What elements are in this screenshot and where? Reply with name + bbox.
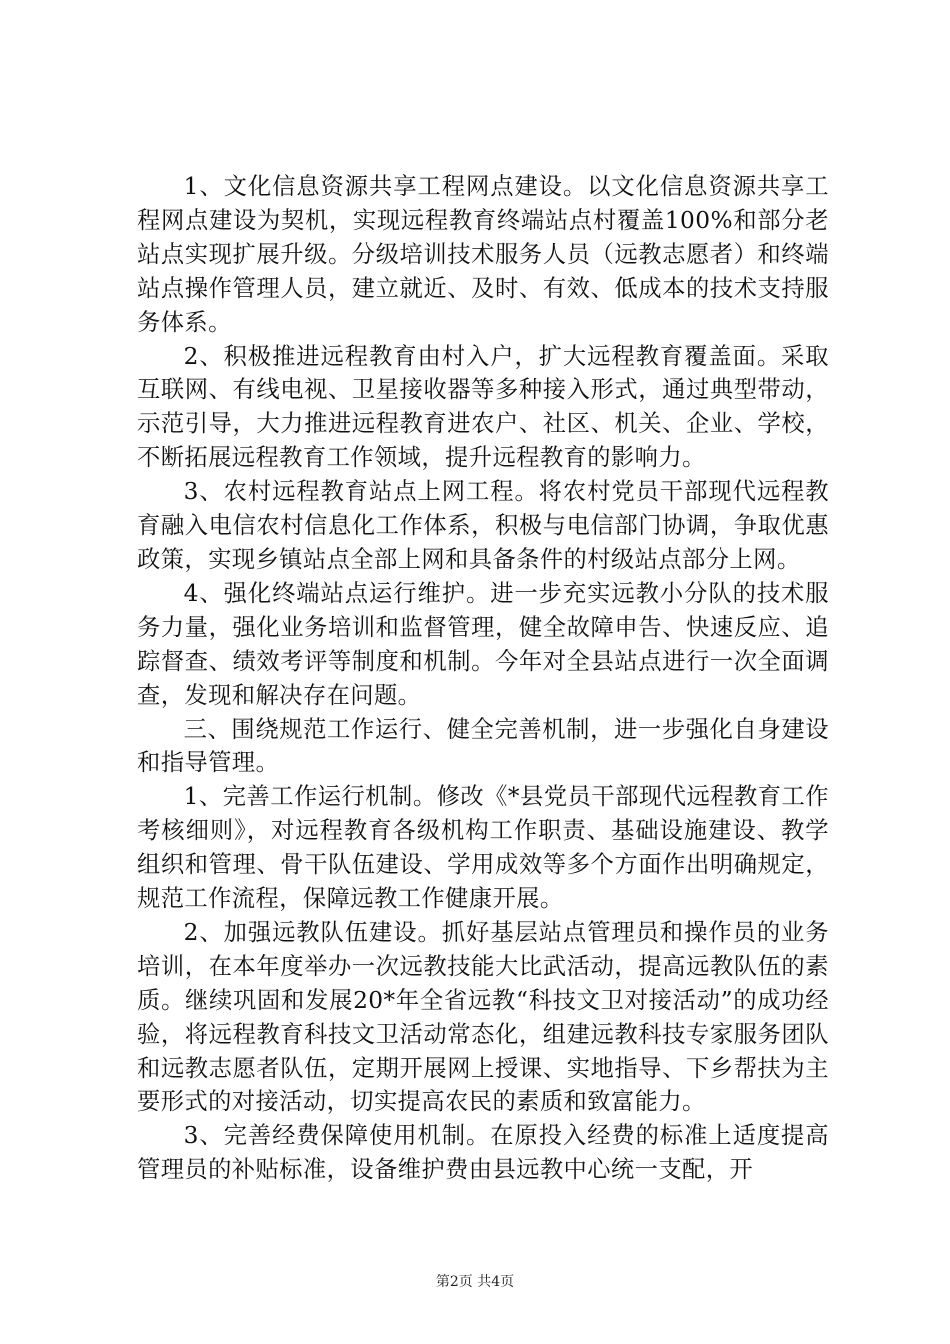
paragraph-2: 2、积极推进远程教育由村入户，扩大远程教育覆盖面。采取互联网、有线电视、卫星接收器等多种接入形式，通过典型带动，示范引导，大力推进远程教育进农户、社区、机关、企业、学校，不断拓展远程教育工作领域，提升远程教育的影响力。: [137, 342, 829, 472]
page-footer: 第2页 共4页: [435, 1274, 515, 1290]
paragraph-4: 4、强化终端站点运行维护。进一步充实远教小分队的技术服务力量，强化业务培训和监督管理，健全故障申告、快速反应、追踪督查、绩效考评等制度和机制。今年对全县站点进行一次全面调查，发现和解决存在问题。: [137, 579, 829, 709]
paragraph-6: 2、加强远教队伍建设。抓好基层站点管理员和操作员的业务培训，在本年度举办一次远教技能大比武活动，提高远教队伍的素质。继续巩固和发展20*年全省远教“科技文卫对接活动”的成功经验，将远程教育科技文卫活动常态化，组建远教科技专家服务团队和远教志愿者队伍，定期开展网上授课、实地指导、下乡帮扶为主要形式的对接活动，切实提高农民的素质和致富能力。: [137, 918, 829, 1116]
document-body: [137, 170, 829, 1187]
paragraph-5: 1、完善工作运行机制。修改《*县党员干部现代远程教育工作考核细则》，对远程教育各级机构工作职责、基础设施建设、教学组织和管理、骨干队伍建设、学用成效等多个方面作出明确规定，规范工作流程，保障远教工作健康开展。: [137, 783, 829, 913]
section-heading-3: 三、围绕规范工作运行、健全完善机制，进一步强化自身建设和指导管理。: [137, 715, 829, 777]
paragraph-7: 3、完善经费保障使用机制。在原投入经费的标准上适度提高管理员的补贴标准，设备维护费由县远教中心统一支配，开: [137, 1122, 829, 1184]
paragraph-1: 1、文化信息资源共享工程网点建设。以文化信息资源共享工程网点建设为契机，实现远程教育终端站点村覆盖100%和部分老站点实现扩展升级。分级培训技术服务人员（远教志愿者）和终端站点操作管理人员，建立就近、及时、有效、低成本的技术支持服务体系。: [137, 173, 829, 336]
paragraph-3: 3、农村远程教育站点上网工程。将农村党员干部现代远程教育融入电信农村信息化工作体系，积极与电信部门协调，争取优惠政策，实现乡镇站点全部上网和具备条件的村级站点部分上网。: [137, 478, 829, 573]
